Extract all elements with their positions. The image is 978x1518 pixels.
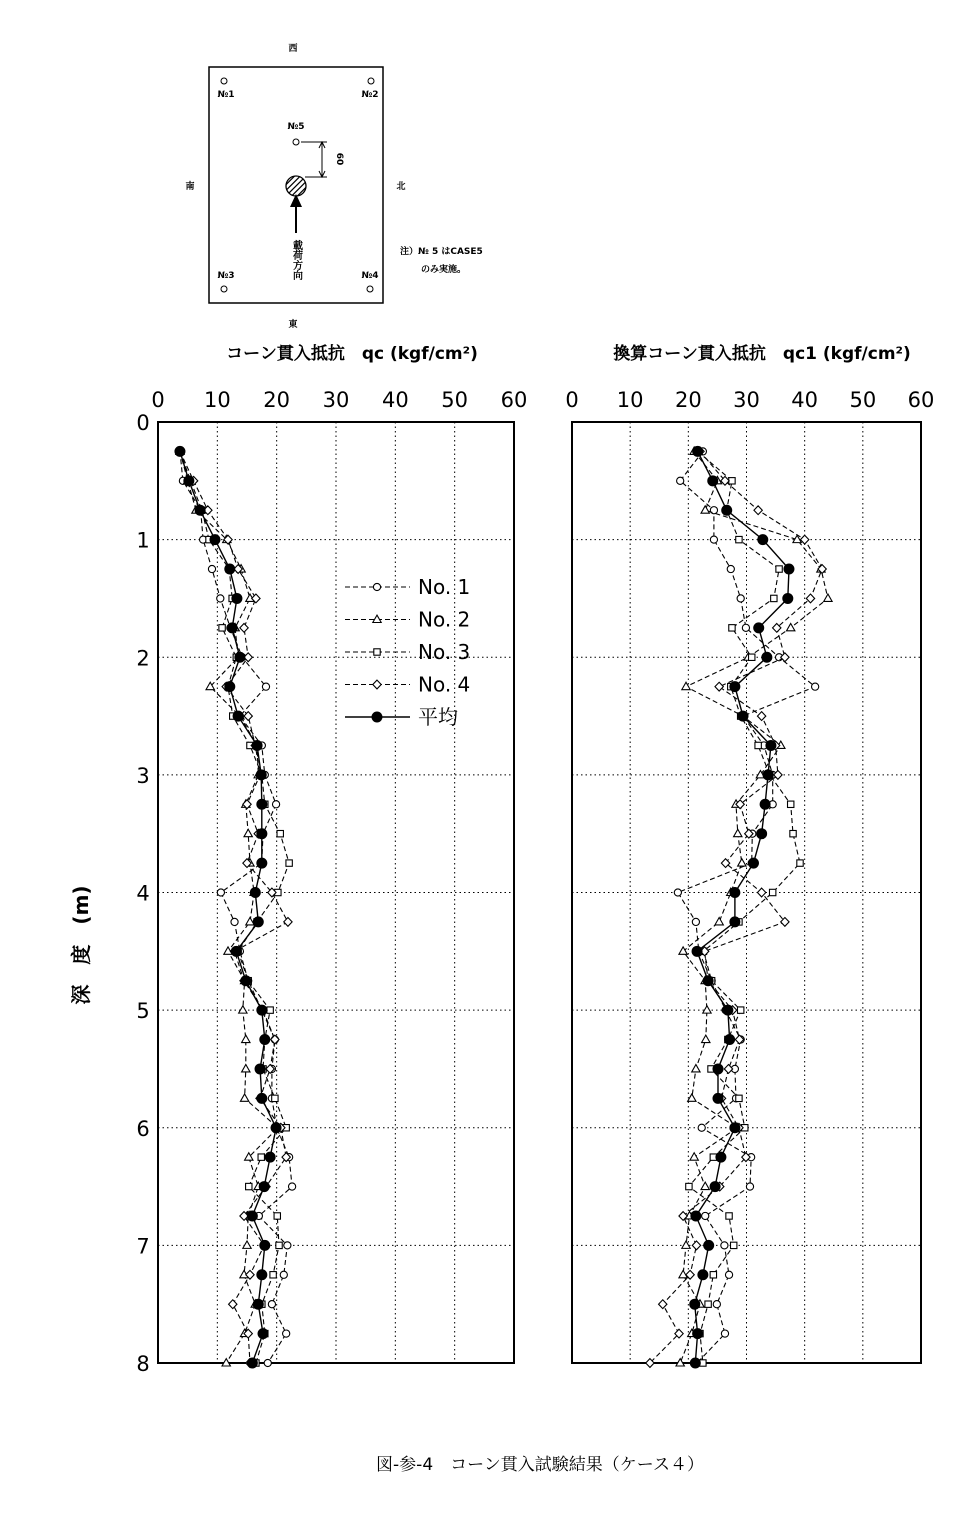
series-5-point: [225, 564, 235, 574]
series-1-point: [698, 1124, 705, 1131]
series-3-point: [797, 860, 803, 866]
series-5: [690, 446, 794, 1368]
series-2-line: [680, 451, 828, 1363]
series-5-point: [710, 1182, 720, 1192]
series-4-point: [659, 1300, 667, 1309]
legend-marker: [372, 712, 382, 722]
x-tick-label: 30: [322, 388, 350, 412]
series-5-point: [713, 1093, 723, 1103]
series-2-point: [682, 682, 690, 689]
series-3-point: [731, 1242, 737, 1248]
series-5-point: [698, 1270, 708, 1280]
x-tick-label: 20: [674, 388, 702, 412]
x-tick-label: 30: [733, 388, 760, 412]
series-2-point: [703, 1006, 711, 1013]
chart-right-title: 換算コーン貫入抵抗 qc1 (kgf/cm²): [613, 344, 911, 364]
test-point-3-marker: [221, 286, 227, 292]
series-5-point: [703, 976, 713, 986]
series-5-point: [693, 446, 703, 456]
series-5-point: [766, 740, 776, 750]
series-5-point: [725, 1035, 735, 1045]
series-5-point: [748, 858, 758, 868]
legend-item: [345, 608, 470, 632]
series-2: [676, 447, 832, 1366]
series-3-point: [276, 1242, 282, 1248]
series-5-point: [253, 1299, 263, 1309]
series-5-point: [232, 593, 242, 603]
series-2-point: [701, 1182, 709, 1189]
series-1-point: [268, 1301, 275, 1308]
series-5-point: [252, 740, 262, 750]
series-1-point: [677, 477, 684, 484]
test-point-2-label: №2: [361, 90, 379, 100]
series-5-point: [258, 1329, 268, 1339]
series-5-point: [730, 917, 740, 927]
x-tick-label: 60: [500, 388, 528, 412]
series-2: [176, 447, 282, 1366]
legend-label: No. 2: [418, 607, 471, 632]
legend-label: No. 3: [418, 640, 471, 664]
series-2-point: [824, 594, 832, 601]
series-5-point: [247, 1358, 257, 1368]
series-3-point: [790, 830, 796, 836]
direction-north: 北: [396, 182, 406, 192]
series-3-point: [272, 1095, 278, 1101]
series-5-point: [257, 1093, 267, 1103]
legend-item: [345, 673, 470, 697]
series-4-point: [757, 712, 765, 721]
series-2-point: [243, 1241, 251, 1248]
series-2-point: [692, 1065, 700, 1072]
x-tick-label: 0: [151, 388, 165, 412]
series-1-point: [737, 595, 744, 602]
series-3-point: [686, 1183, 692, 1189]
legend-item: [345, 575, 470, 599]
series-1-point: [725, 1271, 732, 1278]
series-3: [686, 448, 803, 1366]
series-3-point: [277, 830, 283, 836]
series-2-point: [690, 1153, 698, 1160]
series-4-point: [240, 623, 248, 632]
legend-marker: [374, 649, 380, 655]
series-2-point: [240, 1094, 248, 1101]
series-1-point: [742, 624, 749, 631]
test-point-1-marker: [221, 78, 227, 84]
legend-marker: [373, 680, 381, 689]
series-2-point: [738, 859, 746, 866]
series-3-point: [769, 889, 775, 895]
series-2-point: [702, 1035, 710, 1042]
grid-lines: [572, 422, 921, 1363]
dimension-line: [301, 142, 327, 177]
series-5-point: [257, 1270, 267, 1280]
legend-label: 平均: [418, 705, 458, 729]
series-2-point: [242, 1035, 250, 1042]
series-2-point: [682, 1241, 690, 1248]
series-5-point: [253, 917, 263, 927]
series-5-point: [184, 476, 194, 486]
series-1-line: [180, 451, 292, 1363]
series-4-point: [724, 1065, 732, 1074]
load-direction-label: 載荷方向: [290, 240, 302, 280]
series-4-point: [781, 653, 789, 662]
series-3-point: [788, 801, 794, 807]
series-5-point: [762, 652, 772, 662]
series-2-point: [787, 623, 795, 630]
test-point-1-label: №1: [217, 90, 235, 100]
series-5-point: [691, 1211, 701, 1221]
y-tick-label: 3: [136, 763, 150, 788]
series-5-point: [722, 505, 732, 515]
site-plan: [185, 42, 482, 330]
series-3-point: [737, 1007, 743, 1013]
legend-item: [345, 640, 470, 664]
series-5-point: [257, 1005, 267, 1015]
series-1-point: [217, 595, 224, 602]
series-3-point: [219, 625, 225, 631]
series-5-point: [195, 505, 205, 515]
series-5-point: [757, 829, 767, 839]
note-line-1: 注）№ 5 はCASE5: [400, 247, 483, 257]
x-tick-label: 10: [203, 388, 231, 412]
y-tick-label: 1: [136, 528, 150, 553]
series-3-point: [749, 654, 755, 660]
x-tick-label: 40: [381, 388, 409, 412]
y-tick-label: 2: [136, 646, 150, 671]
series-4-point: [692, 1241, 700, 1250]
series-1-point: [812, 683, 819, 690]
series-5-point: [210, 535, 220, 545]
series-1-point: [288, 1183, 295, 1190]
series-1-point: [284, 1242, 291, 1249]
series-3-point: [729, 625, 735, 631]
series-1-point: [272, 801, 279, 808]
legend-item: [345, 705, 458, 729]
series-5-point: [730, 1123, 740, 1133]
series-3-point: [710, 1272, 716, 1278]
dimension-label: 60: [334, 152, 344, 166]
series-5-point: [690, 1358, 700, 1368]
series-3-line: [689, 451, 800, 1363]
charts: [136, 388, 934, 1376]
series-2-line: [180, 451, 278, 1363]
series-1-point: [283, 1330, 290, 1337]
series-1-point: [721, 1330, 728, 1337]
test-point-5-label: №5: [287, 122, 305, 132]
series-5-point: [760, 799, 770, 809]
series-5-point: [231, 946, 241, 956]
series-5-point: [758, 535, 768, 545]
series-5-point: [713, 1064, 723, 1074]
test-point-4-label: №4: [361, 271, 379, 281]
series-5-point: [257, 829, 267, 839]
series-5-point: [730, 682, 740, 692]
series-1-point: [746, 1183, 753, 1190]
chart-left: [136, 388, 527, 1376]
series-5-point: [704, 1240, 714, 1250]
series-3-point: [736, 536, 742, 542]
series-5-point: [723, 1005, 733, 1015]
series-1-point: [713, 1301, 720, 1308]
x-tick-label: 50: [849, 388, 877, 412]
series-4-point: [284, 918, 292, 927]
x-tick-label: 20: [263, 388, 291, 412]
y-tick-label: 4: [136, 881, 150, 906]
y-tick-label: 6: [136, 1116, 150, 1141]
x-tick-label: 50: [441, 388, 469, 412]
series-1-point: [702, 1212, 709, 1219]
series-4-point: [271, 1035, 279, 1044]
series-5-point: [716, 1152, 726, 1162]
series-3-point: [258, 1154, 264, 1160]
series-1-line: [678, 451, 815, 1363]
series-3-point: [726, 1213, 732, 1219]
series-1-point: [721, 1242, 728, 1249]
series-2-point: [239, 1006, 247, 1013]
series-2-point: [701, 506, 709, 513]
series-3-point: [270, 1272, 276, 1278]
series-2-point: [242, 1065, 250, 1072]
series-3-point: [771, 595, 777, 601]
test-point-5-marker: [293, 139, 299, 145]
series-5-point: [227, 623, 237, 633]
series-1-point: [217, 889, 224, 896]
series-3-point: [705, 1301, 711, 1307]
series-5-point: [708, 476, 718, 486]
series-5-point: [225, 682, 235, 692]
series-4-point: [229, 1300, 237, 1309]
series-3-point: [755, 742, 761, 748]
series-4-point: [715, 682, 723, 691]
series-5-point: [257, 858, 267, 868]
series-2-point: [679, 947, 687, 954]
series-5-point: [250, 888, 260, 898]
series-5-point: [235, 652, 245, 662]
series-5-point: [233, 711, 243, 721]
series-5-point: [260, 1035, 270, 1045]
series-5-point: [692, 946, 702, 956]
series-1-point: [208, 565, 215, 572]
series-1-point: [264, 1359, 271, 1366]
series-2-point: [715, 918, 723, 925]
series-1-point: [262, 683, 269, 690]
series-5-point: [738, 711, 748, 721]
plot-frame: [572, 422, 921, 1363]
series-5-point: [259, 1182, 269, 1192]
series-5-point: [255, 1064, 265, 1074]
load-direction-arrow-icon: [290, 194, 302, 233]
series-3-point: [776, 566, 782, 572]
series-4-point: [754, 506, 762, 515]
chart-left-title: コーン貫入抵抗 qc (kgf/cm²): [226, 344, 478, 364]
series-5-point: [784, 564, 794, 574]
series-5-line: [695, 451, 789, 1363]
series-5-point: [260, 1240, 270, 1250]
y-tick-label: 7: [136, 1234, 150, 1259]
series-5-point: [175, 446, 185, 456]
series-1-point: [692, 918, 699, 925]
series-5-point: [247, 1211, 257, 1221]
series-2-point: [688, 1094, 696, 1101]
legend-label: No. 4: [418, 672, 471, 697]
series-3-point: [286, 860, 292, 866]
legend-marker: [373, 583, 380, 590]
series-5-point: [256, 770, 266, 780]
series-5-point: [730, 888, 740, 898]
y-axis-label: 深 度 (m): [69, 885, 93, 1005]
series-5-point: [693, 1329, 703, 1339]
y-tick-label: 5: [136, 999, 150, 1024]
series-5-point: [754, 623, 764, 633]
series-1-point: [231, 918, 238, 925]
x-tick-label: 60: [907, 388, 935, 412]
series-5-point: [783, 593, 793, 603]
series-1-point: [727, 565, 734, 572]
series-3-point: [246, 1183, 252, 1189]
loading-pile-hatched-circle: [286, 176, 306, 196]
series-3-point: [274, 1213, 280, 1219]
series-5-point: [690, 1299, 700, 1309]
grid-lines: [158, 422, 514, 1363]
series-2-point: [734, 829, 742, 836]
x-tick-label: 40: [791, 388, 819, 412]
series-4-line: [650, 451, 822, 1363]
series-5-point: [271, 1123, 281, 1133]
test-point-4-marker: [367, 286, 373, 292]
legend-marker: [373, 615, 381, 622]
test-point-2-marker: [368, 78, 374, 84]
series-1-point: [710, 536, 717, 543]
note-line-2: のみ実施。: [421, 265, 467, 275]
series-1-point: [280, 1271, 287, 1278]
x-tick-label: 10: [616, 388, 644, 412]
y-tick-label: 0: [136, 411, 150, 435]
series-5-point: [763, 770, 773, 780]
direction-east: 東: [288, 320, 298, 330]
series-5-point: [257, 799, 267, 809]
test-point-3-label: №3: [217, 271, 235, 281]
legend: [345, 575, 470, 729]
chart-right: [565, 388, 934, 1368]
figure-caption: 図-参-4 コーン貫入試験結果（ケース４）: [376, 1455, 704, 1475]
y-tick-label: 8: [136, 1352, 150, 1376]
series-3-point: [736, 1095, 742, 1101]
series-5-point: [265, 1152, 275, 1162]
x-tick-label: 0: [565, 388, 579, 412]
direction-south: 南: [185, 182, 195, 192]
series-2-point: [244, 829, 252, 836]
direction-west: 西: [288, 44, 298, 54]
series-5-point: [241, 976, 251, 986]
series-1-point: [674, 889, 681, 896]
legend-label: No. 1: [418, 575, 471, 599]
series-4-point: [757, 888, 765, 897]
